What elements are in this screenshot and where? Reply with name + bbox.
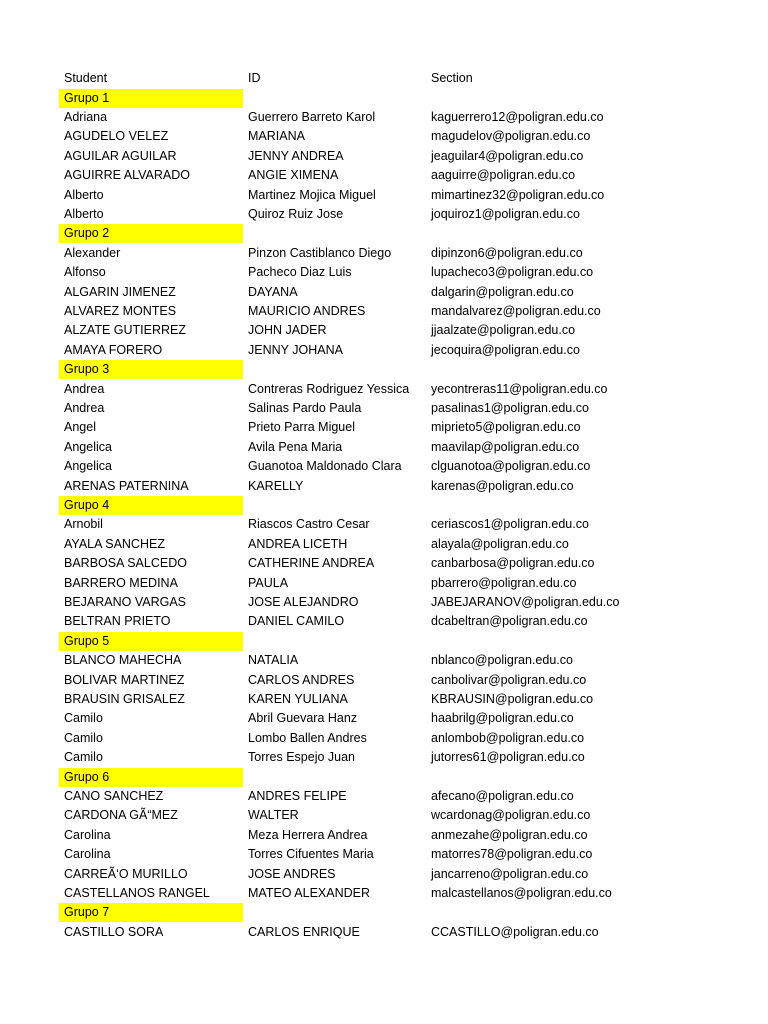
- section-cell: jutorres61@poligran.edu.co: [431, 750, 585, 765]
- table-row: [0, 884, 768, 903]
- id-cell: NATALIA: [248, 653, 299, 668]
- id-cell: Avila Pena Maria: [248, 439, 343, 454]
- group-row: [0, 224, 768, 243]
- section-cell: JABEJARANOV@poligran.edu.co: [431, 594, 620, 609]
- student-cell: BELTRAN PRIETO: [64, 614, 171, 629]
- table-row: [0, 651, 768, 670]
- id-cell: PAULA: [248, 575, 289, 590]
- section-cell: anmezahe@poligran.edu.co: [431, 827, 588, 842]
- table-row: [0, 612, 768, 631]
- id-cell: Guerrero Barreto Karol: [248, 109, 376, 124]
- id-cell: Riascos Castro Cesar: [248, 517, 370, 532]
- id-cell: KARELLY: [248, 478, 304, 493]
- section-cell: afecano@poligran.edu.co: [431, 788, 574, 803]
- id-cell: Torres Cifuentes Maria: [248, 847, 374, 862]
- table-row: [0, 535, 768, 554]
- section-cell: lupacheco3@poligran.edu.co: [431, 265, 594, 280]
- student-cell: CASTELLANOS RANGEL: [64, 885, 210, 900]
- table-row: [0, 418, 768, 437]
- section-cell: pbarrero@poligran.edu.co: [431, 575, 577, 590]
- table-row: [0, 127, 768, 146]
- table-row: [0, 244, 768, 263]
- section-cell: jjaalzate@poligran.edu.co: [431, 323, 576, 338]
- id-cell: DANIEL CAMILO: [248, 614, 345, 629]
- section-cell: dalgarin@poligran.edu.co: [431, 284, 574, 299]
- student-cell: CASTILLO SORA: [64, 924, 164, 939]
- group-label: Grupo 7: [64, 905, 110, 920]
- student-cell: AYALA SANCHEZ: [64, 536, 165, 551]
- group-label: Grupo 5: [64, 633, 110, 648]
- group-highlight: [59, 903, 243, 922]
- section-cell: pasalinas1@poligran.edu.co: [431, 400, 589, 415]
- id-cell: Abril Guevara Hanz: [248, 711, 358, 726]
- section-cell: wcardonag@poligran.edu.co: [431, 808, 591, 823]
- section-cell: clguanotoa@poligran.edu.co: [431, 459, 591, 474]
- table-row: [0, 205, 768, 224]
- section-cell: mimartinez32@poligran.edu.co: [431, 187, 605, 202]
- student-cell: BOLIVAR MARTINEZ: [64, 672, 185, 687]
- student-cell: Andrea: [64, 400, 105, 415]
- table-row: [0, 399, 768, 418]
- section-cell: mandalvarez@poligran.edu.co: [431, 303, 601, 318]
- group-label: Grupo 1: [64, 90, 110, 105]
- header-id: ID: [248, 71, 261, 85]
- section-cell: alayala@poligran.edu.co: [431, 536, 569, 551]
- student-cell: Alexander: [64, 245, 121, 260]
- id-cell: Salinas Pardo Paula: [248, 400, 362, 415]
- table-row: [0, 438, 768, 457]
- student-cell: Camilo: [64, 711, 103, 726]
- group-highlight: [59, 632, 243, 651]
- table-row: [0, 923, 768, 942]
- group-row: [0, 632, 768, 651]
- table-row: [0, 826, 768, 845]
- section-cell: kaguerrero12@poligran.edu.co: [431, 109, 604, 124]
- student-cell: CANO SANCHEZ: [64, 788, 164, 803]
- table-row: [0, 302, 768, 321]
- table-row: [0, 593, 768, 612]
- table-row: [0, 263, 768, 282]
- student-cell: Camilo: [64, 750, 103, 765]
- student-cell: BEJARANO VARGAS: [64, 594, 187, 609]
- header-student: Student: [64, 71, 108, 85]
- id-cell: JOHN JADER: [248, 323, 327, 338]
- id-cell: ANGIE XIMENA: [248, 168, 339, 183]
- table-row: [0, 321, 768, 340]
- id-cell: MAURICIO ANDRES: [248, 303, 366, 318]
- section-cell: malcastellanos@poligran.edu.co: [431, 885, 612, 900]
- group-row: [0, 903, 768, 922]
- group-highlight: [59, 768, 243, 787]
- student-cell: BLANCO MAHECHA: [64, 653, 182, 668]
- table-row: [0, 806, 768, 825]
- table-row: [0, 574, 768, 593]
- group-row: [0, 768, 768, 787]
- id-cell: Pacheco Diaz Luis: [248, 265, 352, 280]
- section-cell: canbolivar@poligran.edu.co: [431, 672, 587, 687]
- id-cell: Pinzon Castiblanco Diego: [248, 245, 392, 260]
- section-cell: yecontreras11@poligran.edu.co: [431, 381, 608, 396]
- table-row: [0, 186, 768, 205]
- section-cell: miprieto5@poligran.edu.co: [431, 420, 581, 435]
- group-row: [0, 496, 768, 515]
- table-row: [0, 554, 768, 573]
- id-cell: KAREN YULIANA: [248, 691, 348, 706]
- group-label: Grupo 6: [64, 769, 110, 784]
- student-cell: ALVAREZ MONTES: [64, 303, 177, 318]
- student-cell: BARRERO MEDINA: [64, 575, 178, 590]
- group-label: Grupo 4: [64, 497, 110, 512]
- section-cell: jeaguilar4@poligran.edu.co: [431, 148, 584, 163]
- table-row: [0, 147, 768, 166]
- section-cell: joquiroz1@poligran.edu.co: [431, 206, 580, 221]
- table-row: [0, 477, 768, 496]
- section-cell: haabrilg@poligran.edu.co: [431, 711, 574, 726]
- section-cell: dipinzon6@poligran.edu.co: [431, 245, 583, 260]
- student-cell: Angel: [64, 420, 96, 435]
- group-highlight: [59, 224, 243, 243]
- student-cell: CARREÃ‘O MURILLO: [64, 866, 188, 881]
- id-cell: Torres Espejo Juan: [248, 750, 356, 765]
- student-cell: Adriana: [64, 109, 108, 124]
- table-row: [0, 671, 768, 690]
- table-row: [0, 748, 768, 767]
- student-cell: Carolina: [64, 827, 111, 842]
- id-cell: Prieto Parra Miguel: [248, 420, 355, 435]
- section-cell: dcabeltran@poligran.edu.co: [431, 614, 588, 629]
- student-cell: BRAUSIN GRISALEZ: [64, 691, 185, 706]
- section-cell: canbarbosa@poligran.edu.co: [431, 556, 595, 571]
- group-row: [0, 360, 768, 379]
- section-cell: jancarreno@poligran.edu.co: [431, 866, 589, 881]
- id-cell: JOSE ANDRES: [248, 866, 336, 881]
- id-cell: CATHERINE ANDREA: [248, 556, 375, 571]
- table-row: [0, 729, 768, 748]
- section-cell: karenas@poligran.edu.co: [431, 478, 574, 493]
- student-cell: AGUIRRE ALVARADO: [64, 168, 190, 183]
- group-label: Grupo 2: [64, 226, 110, 241]
- id-cell: Guanotoa Maldonado Clara: [248, 459, 402, 474]
- section-cell: jecoquira@poligran.edu.co: [431, 342, 580, 357]
- section-cell: anlombob@poligran.edu.co: [431, 730, 585, 745]
- table-row: [0, 108, 768, 127]
- section-cell: ceriascos1@poligran.edu.co: [431, 517, 589, 532]
- student-cell: Andrea: [64, 381, 105, 396]
- group-highlight: [59, 496, 243, 515]
- header-section: Section: [431, 71, 473, 85]
- student-cell: Camilo: [64, 730, 103, 745]
- student-cell: ARENAS PATERNINA: [64, 478, 189, 493]
- id-cell: MARIANA: [248, 129, 305, 144]
- table-row: [0, 166, 768, 185]
- section-cell: magudelov@poligran.edu.co: [431, 129, 591, 144]
- id-cell: DAYANA: [248, 284, 298, 299]
- student-cell: BARBOSA SALCEDO: [64, 556, 187, 571]
- id-cell: CARLOS ANDRES: [248, 672, 355, 687]
- table-row: [0, 341, 768, 360]
- table-row: [0, 380, 768, 399]
- section-cell: CCASTILLO@poligran.edu.co: [431, 924, 599, 939]
- id-cell: WALTER: [248, 808, 299, 823]
- student-cell: AGUDELO VELEZ: [64, 129, 169, 144]
- student-cell: Arnobil: [64, 517, 103, 532]
- student-cell: AMAYA FORERO: [64, 342, 163, 357]
- id-cell: Contreras Rodriguez Yessica: [248, 381, 410, 396]
- section-cell: matorres78@poligran.edu.co: [431, 847, 593, 862]
- id-cell: JENNY ANDREA: [248, 148, 344, 163]
- id-cell: ANDREA LICETH: [248, 536, 348, 551]
- section-cell: aaguirre@poligran.edu.co: [431, 168, 576, 183]
- student-cell: Angelica: [64, 459, 112, 474]
- student-cell: Alfonso: [64, 265, 106, 280]
- student-cell: Alberto: [64, 187, 104, 202]
- section-cell: KBRAUSIN@poligran.edu.co: [431, 691, 594, 706]
- id-cell: Meza Herrera Andrea: [248, 827, 368, 842]
- id-cell: Quiroz Ruiz Jose: [248, 206, 344, 221]
- student-cell: CARDONA GÃ“MEZ: [64, 808, 178, 823]
- student-cell: Alberto: [64, 206, 104, 221]
- student-cell: Angelica: [64, 439, 112, 454]
- section-cell: nblanco@poligran.edu.co: [431, 653, 573, 668]
- id-cell: Martinez Mojica Miguel: [248, 187, 376, 202]
- student-cell: ALZATE GUTIERREZ: [64, 323, 187, 338]
- table-row: [0, 865, 768, 884]
- student-cell: AGUILAR AGUILAR: [64, 148, 177, 163]
- table-row: [0, 709, 768, 728]
- table-row: [0, 787, 768, 806]
- id-cell: MATEO ALEXANDER: [248, 885, 371, 900]
- table-row: [0, 457, 768, 476]
- id-cell: CARLOS ENRIQUE: [248, 924, 360, 939]
- table-row: [0, 690, 768, 709]
- group-row: [0, 89, 768, 108]
- group-highlight: [59, 89, 243, 108]
- header-row: [0, 69, 768, 88]
- group-label: Grupo 3: [64, 362, 110, 377]
- id-cell: JOSE ALEJANDRO: [248, 594, 359, 609]
- id-cell: ANDRES FELIPE: [248, 788, 347, 803]
- student-cell: Carolina: [64, 847, 111, 862]
- id-cell: Lombo Ballen Andres: [248, 730, 367, 745]
- group-highlight: [59, 360, 243, 379]
- student-cell: ALGARIN JIMENEZ: [64, 284, 176, 299]
- table-row: [0, 283, 768, 302]
- table-row: [0, 515, 768, 534]
- section-cell: maavilap@poligran.edu.co: [431, 439, 580, 454]
- id-cell: JENNY JOHANA: [248, 342, 343, 357]
- table-row: [0, 845, 768, 864]
